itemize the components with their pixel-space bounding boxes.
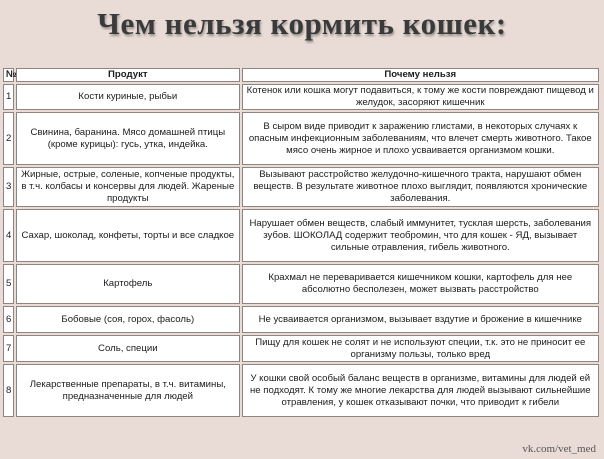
table-row: [3, 112, 599, 165]
row-product: Картофель: [16, 264, 240, 304]
row-product: Бобовые (соя, горох, фасоль): [16, 306, 240, 333]
row-num: 7: [3, 335, 14, 362]
row-num: 3: [3, 167, 14, 207]
row-reason: Котенок или кошка могут подавиться, к тому же кости повреждают пищевод и желудок, засоряют кишечник: [242, 84, 599, 110]
table-row: [3, 306, 599, 333]
row-num: 1: [3, 84, 14, 110]
row-reason: У кошки свой особый баланс веществ в организме, витамины для людей ей не подходят. К тому же многие лекарства для людей вызывают сильнейшие отравления, у кошек отказывают почки, что приводит к гибели: [242, 364, 599, 417]
row-product: Жирные, острые, соленые, копченые продукты, в т.ч. колбасы и консервы для людей. Жареные продукты: [16, 167, 240, 207]
row-num: 5: [3, 264, 14, 304]
row-product: Сахар, шоколад, конфеты, торты и все сладкое: [16, 209, 240, 262]
table-row: [3, 209, 599, 262]
row-product: Лекарственные препараты, в т.ч. витамины, предназначенные для людей: [16, 364, 240, 417]
row-product: Свинина, баранина. Мясо домашней птицы (кроме курицы): гусь, утка, индейка.: [16, 112, 240, 165]
row-reason: В сыром виде приводит к заражению глистами, в некоторых случаях к опасным инфекционным заболеваниям, что влечет смерть животного. Такое мясо очень жирное и плохо усваивается организмом кошки.: [242, 112, 599, 165]
row-product: Кости куриные, рыбьи: [16, 84, 240, 110]
row-reason: Не усваивается организмом, вызывает вздутие и брожение в кишечнике: [242, 306, 599, 333]
table-row: [3, 84, 599, 110]
row-reason: Вызывают расстройство желудочно-кишечного тракта, нарушают обмен веществ. В результате животное плохо выглядит, появляются хронические заболевания.: [242, 167, 599, 207]
row-num: 2: [3, 112, 14, 165]
table-row: [3, 335, 599, 362]
page-title: Чем нельзя кормить кошек:: [97, 6, 507, 41]
row-num: 8: [3, 364, 14, 417]
table-row: [3, 364, 599, 417]
food-table: [1, 66, 601, 419]
row-reason: Нарушает обмен веществ, слабый иммунитет, тусклая шерсть, заболевания зубов. ШОКОЛАД содержит теобромин, что для кошек - ЯД, вызывает сильные отравления, гибель животного.: [242, 209, 599, 262]
row-num: 4: [3, 209, 14, 262]
row-num: 6: [3, 306, 14, 333]
watermark: vk.com/vet_med: [522, 443, 596, 455]
table-row: [3, 167, 599, 207]
row-product: Соль, специи: [16, 335, 240, 362]
header-product: Продукт: [16, 68, 240, 82]
header-num: №: [3, 68, 14, 82]
table-row: [3, 264, 599, 304]
header-reason: Почему нельзя: [242, 68, 599, 82]
table-header-row: [3, 68, 599, 82]
row-reason: Крахмал не переваривается кишечником кошки, картофель для нее абсолютно бесполезен, может вызвать расстройство: [242, 264, 599, 304]
row-reason: Пищу для кошек не солят и не используют специи, т.к. это не приносит ее организму пользы, только вред: [242, 335, 599, 362]
